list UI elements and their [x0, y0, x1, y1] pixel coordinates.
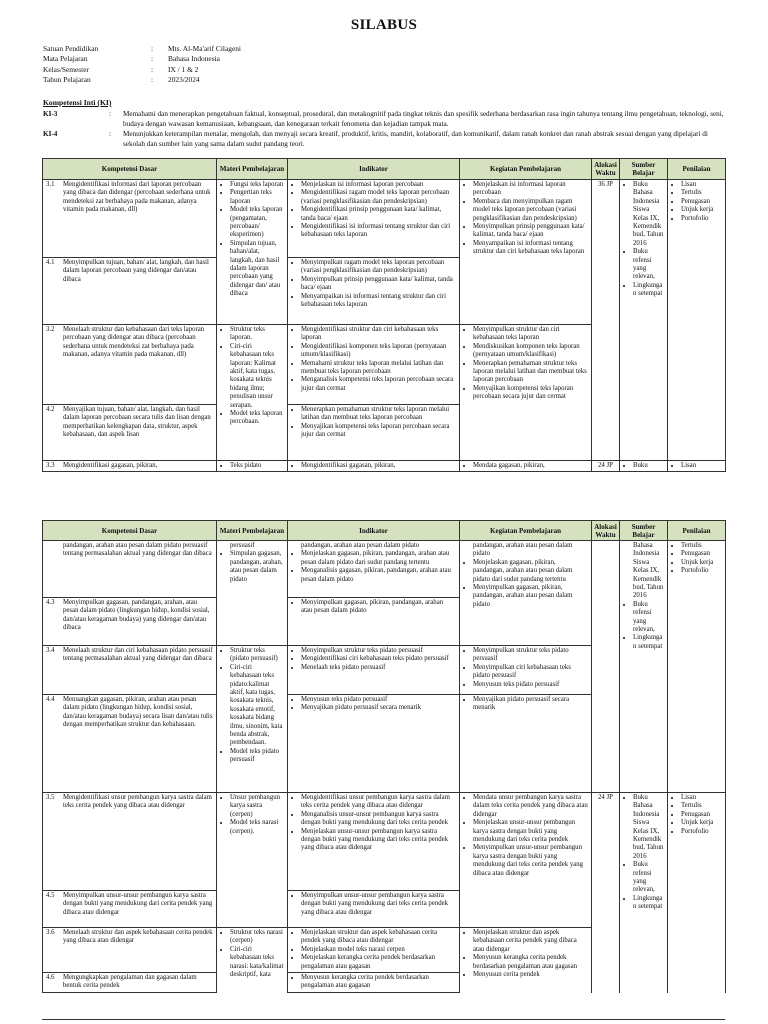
header-row [43, 159, 726, 180]
list-item: • Mengidentifikasi isi informasi tentang struktur dan ciri kebahasaan teks laporan [301, 223, 456, 240]
list-item: • Menyimpulkan ragam model teks laporan percobaan (variasi pengklasifikasian dan pendeskripsian) [301, 259, 456, 276]
indikator-cell [288, 646, 460, 695]
kd-cell: 3.5 Mengidentifikasi unsur pembangun karya sastra dalam teks cerita pendek yang dibaca atau didengar [43, 793, 217, 891]
kd-cell: 4.4 Menuangkan gagasan, pikiran, arahan atau pesan dalam pidato (lingkungan hidup, kondisi sosial, dan/atau keragaman budaya) secara lisan dan/atau tulis dengan memperhatikan struktur dan kebahasaan. [43, 695, 217, 793]
list-item: • Lisan [681, 462, 722, 470]
list-item: • Menjelaskan kerangka cerita pendek berdasarkan pengalaman atau gagasan [301, 954, 456, 971]
kd-cell: 4.5 Menyimpulkan unsur-unsur pembangun karya sastra dengan bukti yang mendukung dari cerita pendek yang dibaca atau didengar [43, 891, 217, 928]
sumber-cell [620, 793, 668, 993]
materi-cell [217, 180, 288, 325]
list-item: • Unjuk kerja [681, 559, 722, 567]
identity-row: Kelas/Semester : IX / 1 & 2 [43, 64, 199, 74]
header-sumber: Sumber Belajar [620, 521, 668, 541]
indikator-cell [288, 461, 460, 472]
list-item: • Menyusun cerita pendek [473, 971, 588, 979]
list-item: • Model teks laporan percobaan. [230, 410, 284, 427]
kd-cell: 3.1 Mengidentifikasi informasi dari laporan percobaan yang dibaca dan didengar (percobaan sederhana untuk mendeteksi zat berbahaya pada makanan, adanya vitamin pada makanan, dll) [43, 180, 217, 258]
kegiatan-cell: pandangan, arahan atau pesan dalam pidato • Menjelaskan gagasan, pikiran, pandangan, arahan atau pesan dalam pidato dari sudut pandang tertentu • Menyimpulkan gagasan, pikiran, pandangan, arahan atau pesan dalam pidato [460, 541, 592, 646]
penilaian-cell [668, 541, 726, 793]
list-item: • Menjelaskan isi informasi laporan percobaan [473, 181, 588, 198]
list-item: • Menyimpulkan unsur-unsur pembangun karya sastra dengan bukti yang mendukung dari teks cerita pendek yang dibaca atau didengar [473, 844, 588, 878]
list-item: • Buku refensi yang relevan, [633, 248, 664, 282]
kegiatan-cell [460, 793, 592, 928]
list-item: • Menjelaskan struktur dan aspek kebahasaan cerita pendek yang dibaca atau didengar [301, 929, 456, 946]
list-item: • Menyajikan kompetensi teks laporan percobaan secara jujur dan cermat [301, 423, 456, 440]
list-item: persuasif [230, 542, 255, 549]
penilaian-cell [668, 793, 726, 993]
kd-cell: 3.3 Mengidentifikasi gagasan, pikiran, [43, 461, 217, 472]
kd-cell: 4.6 Mengungkapkan pengalaman dan gagasan dalam bentuk cerita pendek [43, 973, 217, 993]
table-row [43, 541, 726, 598]
sumber-cell: Bahasa Indonesia Siswa Kelas IX, Kemendik bud, Tahun 2016 • Buku refensi yang relevan, • Lingkunga n setempat [620, 541, 668, 793]
identity-row: Mata Pelajaran : Bahasa Indonesia [43, 54, 220, 64]
header-materi: Materi Pembelajaran [217, 159, 288, 180]
list-item: • Tertulis [681, 542, 722, 550]
list-item: • Membaca dan menyimpulkan ragam model teks laporan percobaan (variasi pengklasifikasian dan pendeskripsian) [473, 198, 588, 223]
list-item: • Menjelaskan gagasan, pikiran, pandangan, arahan atau pesan dalam pidato dari sudut pandang tertentu [301, 550, 456, 567]
header-indikator: Indikator [288, 159, 460, 180]
list-item: • Menerapkan pemahaman struktur teks laporan melalui latihan dan membuat teks laporan percobaan [473, 360, 588, 385]
materi-cell [217, 646, 288, 793]
identity-label: Mata Pelajaran [43, 54, 88, 64]
kegiatan-cell [460, 461, 592, 472]
header-sumber: Sumber Belajar [620, 159, 668, 180]
list-item: • Menyampaikan isi informasi tentang struktur dan ciri kebahasaan teks laporan [301, 293, 456, 310]
kd-cell: pandangan, arahan atau pesan dalam pidato persuasif tentang permasalahan aktual yang didengar dan dibaca [43, 541, 217, 598]
kegiatan-cell [460, 325, 592, 461]
list-item: • Lingkunga n setempat [633, 895, 664, 912]
list-item: • Portofolio [681, 828, 722, 836]
list-item: • Menyajikan kompetensi teks laporan percobaan secara jujur dan cermat [473, 385, 588, 402]
list-item: • Menganalisis unsur-unsur pembangun karya sastra dengan bukti yang mendukung dari teks cerita pendek [301, 811, 456, 828]
table-row [43, 180, 726, 258]
header-kegiatan: Kegiatan Pembelajaran [460, 521, 592, 541]
list-item: • Ciri-ciri kebahasaan teks pidato:kalimat aktif, kata tugas, kosakata teknis, kosakata emotif, kosakata bidang ilmu, sinonim, kata benda abstrak, pembendaan. [230, 664, 284, 748]
header-kegiatan: Kegiatan Pembelajaran [460, 159, 592, 180]
header-penilaian: Penilaian [668, 159, 726, 180]
list-item: • Model teks laporan (pengamatan, percobaan/ eksperimen) [230, 206, 284, 240]
indikator-cell [288, 258, 460, 325]
list-item: • Menjelaskan gagasan, pikiran, pandangan, arahan atau pesan dalam pidato dari sudut pandang tertentu [473, 559, 588, 584]
alokasi-cell: 36 JP [592, 180, 620, 461]
list-item: • Portofolio [681, 567, 722, 575]
list-item: • Mengidentifikasi prinsip penggunaan kata/ kalimat, tanda baca/ ejaan [301, 206, 456, 223]
list-item: • Menyusun teks pidato persuasif [473, 681, 588, 689]
sumber-cell [620, 180, 668, 461]
header-indikator: Indikator [288, 521, 460, 541]
kegiatan-cell [460, 928, 592, 993]
alokasi-cell: 24 JP [592, 793, 620, 993]
list-item: • Buku [633, 462, 664, 470]
materi-cell [217, 325, 288, 461]
penilaian-cell [668, 461, 726, 472]
ki-label: KI-4 [43, 130, 58, 138]
list-item: • Lisan [681, 794, 722, 802]
alokasi-cell [592, 541, 620, 793]
ki-4: KI-4 : Menunjukkan keterampilan menalar, mengolah, dan menyaji secara kreatif, produktif, kritis, mandiri, kolaboratif, dan komunikatif, dalam ranah konkret dan ranah abstrak sesuai dengan yang dipelajari di sekolah dan sumber lain yang sama dalam sudut pandang teori. [43, 130, 726, 149]
list-item: • Menjelaskan struktur dan aspek kebahasaan cerita pendek yang dibaca atau didengar [473, 929, 588, 954]
list-item: • Menganalisis gagasan, pikiran, pandangan, arahan atau pesan dalam pidato [301, 567, 456, 584]
list-item: • Menyimpulkan struktur dan ciri kebahasaan teks laporan [473, 326, 588, 343]
header-materi: Materi Pembelajaran [217, 521, 288, 541]
kegiatan-cell [460, 695, 592, 793]
list-item: • Pengertian teks laporan [230, 189, 284, 206]
indikator-cell [288, 973, 460, 993]
list-item: • Penugasan [681, 198, 722, 206]
list-item: • Buku refensi yang relevan, [633, 601, 664, 635]
list-item: • Memahami struktur teks laporan melalui latihan dan membuat teks laporan percobaan [301, 360, 456, 377]
list-item: • Menyusun teks pidato persuasif [301, 696, 456, 704]
kd-cell: 3.4 Menelaah struktur dan ciri kebahasaan pidato persuasif tentang permasalahan aktual yang didengar dan dibaca [43, 646, 217, 695]
list-item: • Struktur teks narasi (cerpen) [230, 929, 284, 946]
list-item: • Buku refensi yang relevan, [633, 861, 664, 895]
list-item: • Mengidentifikasi komponen teks laporan (pernyataan umum/klasifikasi) [301, 343, 456, 360]
materi-cell [217, 793, 288, 928]
list-item: • Teks pidato [230, 462, 284, 470]
list-item: • Menyusun kerangka cerita pendek berdasarkan pengalaman atau gagasan [301, 974, 456, 991]
list-item: • Buku Bahasa Indonesia Siswa Kelas IX, Kemendik bud, Tahun 2016 [633, 794, 664, 861]
kd-cell: 3.6 Menelaah struktur dan aspek kebahasaan cerita pendek yang dibaca atau didengar [43, 928, 217, 973]
list-item: • Menyampaikan isi informasi tentang struktur dan ciri kebahasaan teks laporan [473, 240, 588, 257]
header-alokasi: Alokasi Waktu [592, 521, 620, 541]
kd-cell: 4.1 Menyimpulkan tujuan, bahan/ alat, langkah, dan hasil dalam laporan percobaan yang didengar dan/atau dibaca [43, 258, 217, 325]
list-item: • Mendata unsur pembangun karya sastra dalam teks cerita pendek yang dibaca atau didengar [473, 794, 588, 819]
list-item: • Penugasan [681, 550, 722, 558]
list-item: • Unjuk kerja [681, 206, 722, 214]
indikator-cell [288, 180, 460, 258]
identity-value: IX / 1 & 2 [168, 64, 199, 74]
list-item: • Lisan [681, 181, 722, 189]
list-item: • Menelaah teks pidato persuasif [301, 664, 456, 672]
indikator-cell [288, 793, 460, 891]
list-item: • Menyimpulkan prinsip penggunaan kata/ kalimat, tanda baca/ ejaan [473, 223, 588, 240]
materi-cell [217, 461, 288, 472]
list-item: • Menjelaskan isi informasi laporan percobaan [301, 181, 456, 189]
list-item: • Mendata gagasan, pikiran, [473, 462, 588, 470]
list-item: • Mengidentifikasi ciri kebahasaan teks pidato persuasif [301, 655, 456, 663]
list-item: • Unsur pembangun karya sastra (cerpen) [230, 794, 284, 819]
identity-block [43, 44, 241, 86]
indikator-cell [288, 598, 460, 646]
ki-3: KI-3 : Memahami dan menerapkan pengetahuan faktual, konseptual, prosedural, dan metakognitif pada tingkat teknis dan spesifik sederhana berdasarkan rasa ingin tahunya tentang ilmu pengetahuan, teknologi, seni, budaya dengan wawasan kemanusiaan, kebangsaan, dan kenegaraan terkait fenomena dan kejadian tampak mata. [43, 110, 726, 129]
list-item: • Simpulan tujuan, bahan/alat, langkah, dan hasil dalam laporan percobaan yang didengar dan/ atau dibaca [230, 240, 284, 299]
list-item: • Ciri-ciri kebahasaan teks laporan: Kalimat aktif, kata tugas, kosakata teknis bidang ilmu; penulisan unsur serapan. [230, 343, 284, 410]
identity-value: Bahasa Indonesia [168, 54, 220, 64]
table-row [43, 461, 726, 472]
kegiatan-cell [460, 646, 592, 695]
list-item: • Menyimpulkan struktur teks pidato persuasif [301, 647, 456, 655]
identity-label: Satuan Pendidikan [43, 44, 99, 53]
kd-cell: 4.3 Menyimpulkan gagasan, pandangan, arahan, atau pesan dalam pidato (lingkungan hidup, kondisi sosial, dan/atau keragaman budaya) yang didengar dan/atau dibaca [43, 598, 217, 646]
identity-label: Kelas/Semester [43, 64, 89, 74]
materi-cell [217, 928, 288, 993]
list-item: • Menyimpulkan unsur-unsur pembangun karya sastra dengan bukti yang mendukung dari teks cerita pendek yang dibaca atau didengar [301, 892, 456, 917]
list-item: • Menyimpulkan prinsip penggunaan kata/ kalimat, tanda baca/ ejaan [301, 276, 456, 293]
header-kd: Kompetensi Dasar [43, 159, 217, 180]
list-item: • Menyimpulkan gagasan, pikiran, pandangan, arahan atau pesan dalam pidato [473, 584, 588, 609]
alokasi-cell: 24 JP [592, 461, 620, 472]
list-item: • Menyajikan pidato persuasif secara menarik [301, 704, 456, 712]
identity-row: Tahun Pelajaran : 2023/2024 [43, 75, 200, 85]
list-item: • Menyusun kerangka cerita pendek berdasarkan pengalaman atau gagasan [473, 954, 588, 971]
header-penilaian: Penilaian [668, 521, 726, 541]
list-item: • Mendiskusikan komponen teks laporan (pernyataan umum/klasifikasi) [473, 343, 588, 360]
list-item: • Model teks narasi (cerpen). [230, 819, 284, 836]
list-item: • Menganalisis kompetensi teks laporan percobaan secara jujur dan cermat [301, 376, 456, 393]
indikator-cell [288, 405, 460, 461]
list-item: • Mengidentifikasi struktur dan ciri kebahasaan teks laporan [301, 326, 456, 343]
sumber-cell [620, 461, 668, 472]
ki-heading: Kompetensi Inti (KI) [43, 98, 112, 107]
list-item: • Lingkunga n setempat [633, 634, 664, 651]
header-kd: Kompetensi Dasar [43, 521, 217, 541]
page-title: SILABUS [350, 17, 418, 33]
indikator-cell [288, 325, 460, 405]
list-item: • Mengidentifikasi gagasan, pikiran, [301, 462, 456, 470]
list-item: • Model teks pidato persuasif [230, 748, 284, 765]
list-item: • Menyimpulkan struktur teks pidato persuasif [473, 647, 588, 664]
indikator-cell: pandangan, arahan atau pesan dalam pidato • Menjelaskan gagasan, pikiran, pandangan, arahan atau pesan dalam pidato dari sudut pandang tertentu • Menganalisis gagasan, pikiran, pandangan, arahan atau pesan dalam pidato [288, 541, 460, 598]
list-item: • Lingkunga n setempat [633, 282, 664, 299]
list-item: • Menyimpulkan gagasan, pikiran, pandangan, arahan atau pesan dalam pidato [301, 599, 456, 616]
ki-text: Menunjukkan keterampilan menalar, mengolah, dan menyaji secara kreatif, produktif, kritis, mandiri, kolaboratif, dan komunikatif, dalam ranah konkret dan ranah abstrak sesuai dengan yang dipelajari di sekolah dan sumber lain yang sama dalam sudut pandang teori. [123, 130, 708, 148]
list-item: • Menjelaskan model teks narasi cerpen [301, 946, 456, 954]
list-item: • Menerapkan pemahaman struktur teks laporan melalui latihan dan membuat teks laporan percobaan [301, 406, 456, 423]
identity-value: Mts. Al-Ma'arif Cilageni [168, 44, 241, 53]
materi-cell [217, 541, 288, 646]
silabus-table-1 [42, 158, 726, 472]
identity-value: 2023/2024 [168, 75, 200, 85]
table-row [43, 793, 726, 891]
identity-row: Satuan Pendidikan : Mts. Al-Ma'arif Cilageni [43, 44, 241, 53]
list-item: • Ciri-ciri kebahasaan teks narasi: kata/kalimat deskriptif, kata [230, 946, 284, 980]
list-item: • Menyimpulkan ciri kebahasaan teks pidato persuasif [473, 664, 588, 681]
list-item: • Tertulis [681, 802, 722, 810]
ki-label: KI-3 [43, 110, 58, 118]
list-item: • Fungsi teks laporan [230, 181, 284, 189]
list-item: • Mengidentifikasi unsur pembangun karya sastra dalam teks cerita pendek yang dibaca atau didengar [301, 794, 456, 811]
kd-cell: 3.2 Menelaah struktur dan kebahasaan dari teks laporan percobaan yang didengar atau dibaca (percobaan sederhana untuk mendeteksi zat berbahaya pada makanan, adanya vitamin pada makanan, dll) [43, 325, 217, 405]
list-item: • Penugasan [681, 811, 722, 819]
ki-text: Memahami dan menerapkan pengetahuan faktual, konseptual, prosedural, dan metakognitif pada tingkat teknis dan spesifik sederhana berdasarkan rasa ingin tahunya tentang ilmu pengetahuan, teknologi, seni, budaya dengan wawasan kemanusiaan, kebangsaan, dan kenegaraan terkait fenomena dan kejadian tampak mata. [123, 110, 724, 128]
indikator-cell [288, 891, 460, 928]
list-item: • Struktur teks (pidato persuasif) [230, 647, 284, 664]
page-divider [42, 1019, 725, 1020]
kd-cell: 4.2 Menyajikan tujuan, bahan/ alat, langkah, dan hasil dalam laporan percobaan secara tulis dan lisan dengan memperhatikan kelengkapan data, struktur, aspek kebahasaan, dan aspek lisan [43, 405, 217, 461]
list-item: • Menjelaskan unsur-unsur pembangun karya sastra dengan bukti yang mendukung dari teks cerita pendek [473, 819, 588, 844]
list-item: • Struktur teks laporan. [230, 326, 284, 343]
list-item: • Menjelaskan unsur-unsur pembangun karya sastra dengan bukti yang mendukung dari teks cerita pendek yang dibaca atau didengar [301, 828, 456, 853]
penilaian-cell [668, 180, 726, 461]
list-item: • Simpulan gagasan, pandangan, arahan, atau pesan dalam pidato [230, 550, 284, 584]
silabus-table-2 [42, 520, 726, 993]
indikator-cell [288, 695, 460, 793]
list-item: • Unjuk kerja [681, 819, 722, 827]
indikator-cell [288, 928, 460, 973]
identity-label: Tahun Pelajaran [43, 75, 91, 85]
list-item: • Menyajikan pidato persuasif secara menarik [473, 696, 588, 713]
list-item: • Buku Bahasa Indonesia Siswa Kelas IX, Kemendik bud, Tahun 2016 [633, 181, 664, 248]
list-item: • Portofolio [681, 215, 722, 223]
list-item: • Tertulis [681, 189, 722, 197]
header-row [43, 521, 726, 541]
header-alokasi: Alokasi Waktu [592, 159, 620, 180]
list-item: • Mengidentifikasi ragam model teks laporan percobaan (variasi pengklasifikasian dan pendeskripsian) [301, 189, 456, 206]
kegiatan-cell [460, 180, 592, 325]
